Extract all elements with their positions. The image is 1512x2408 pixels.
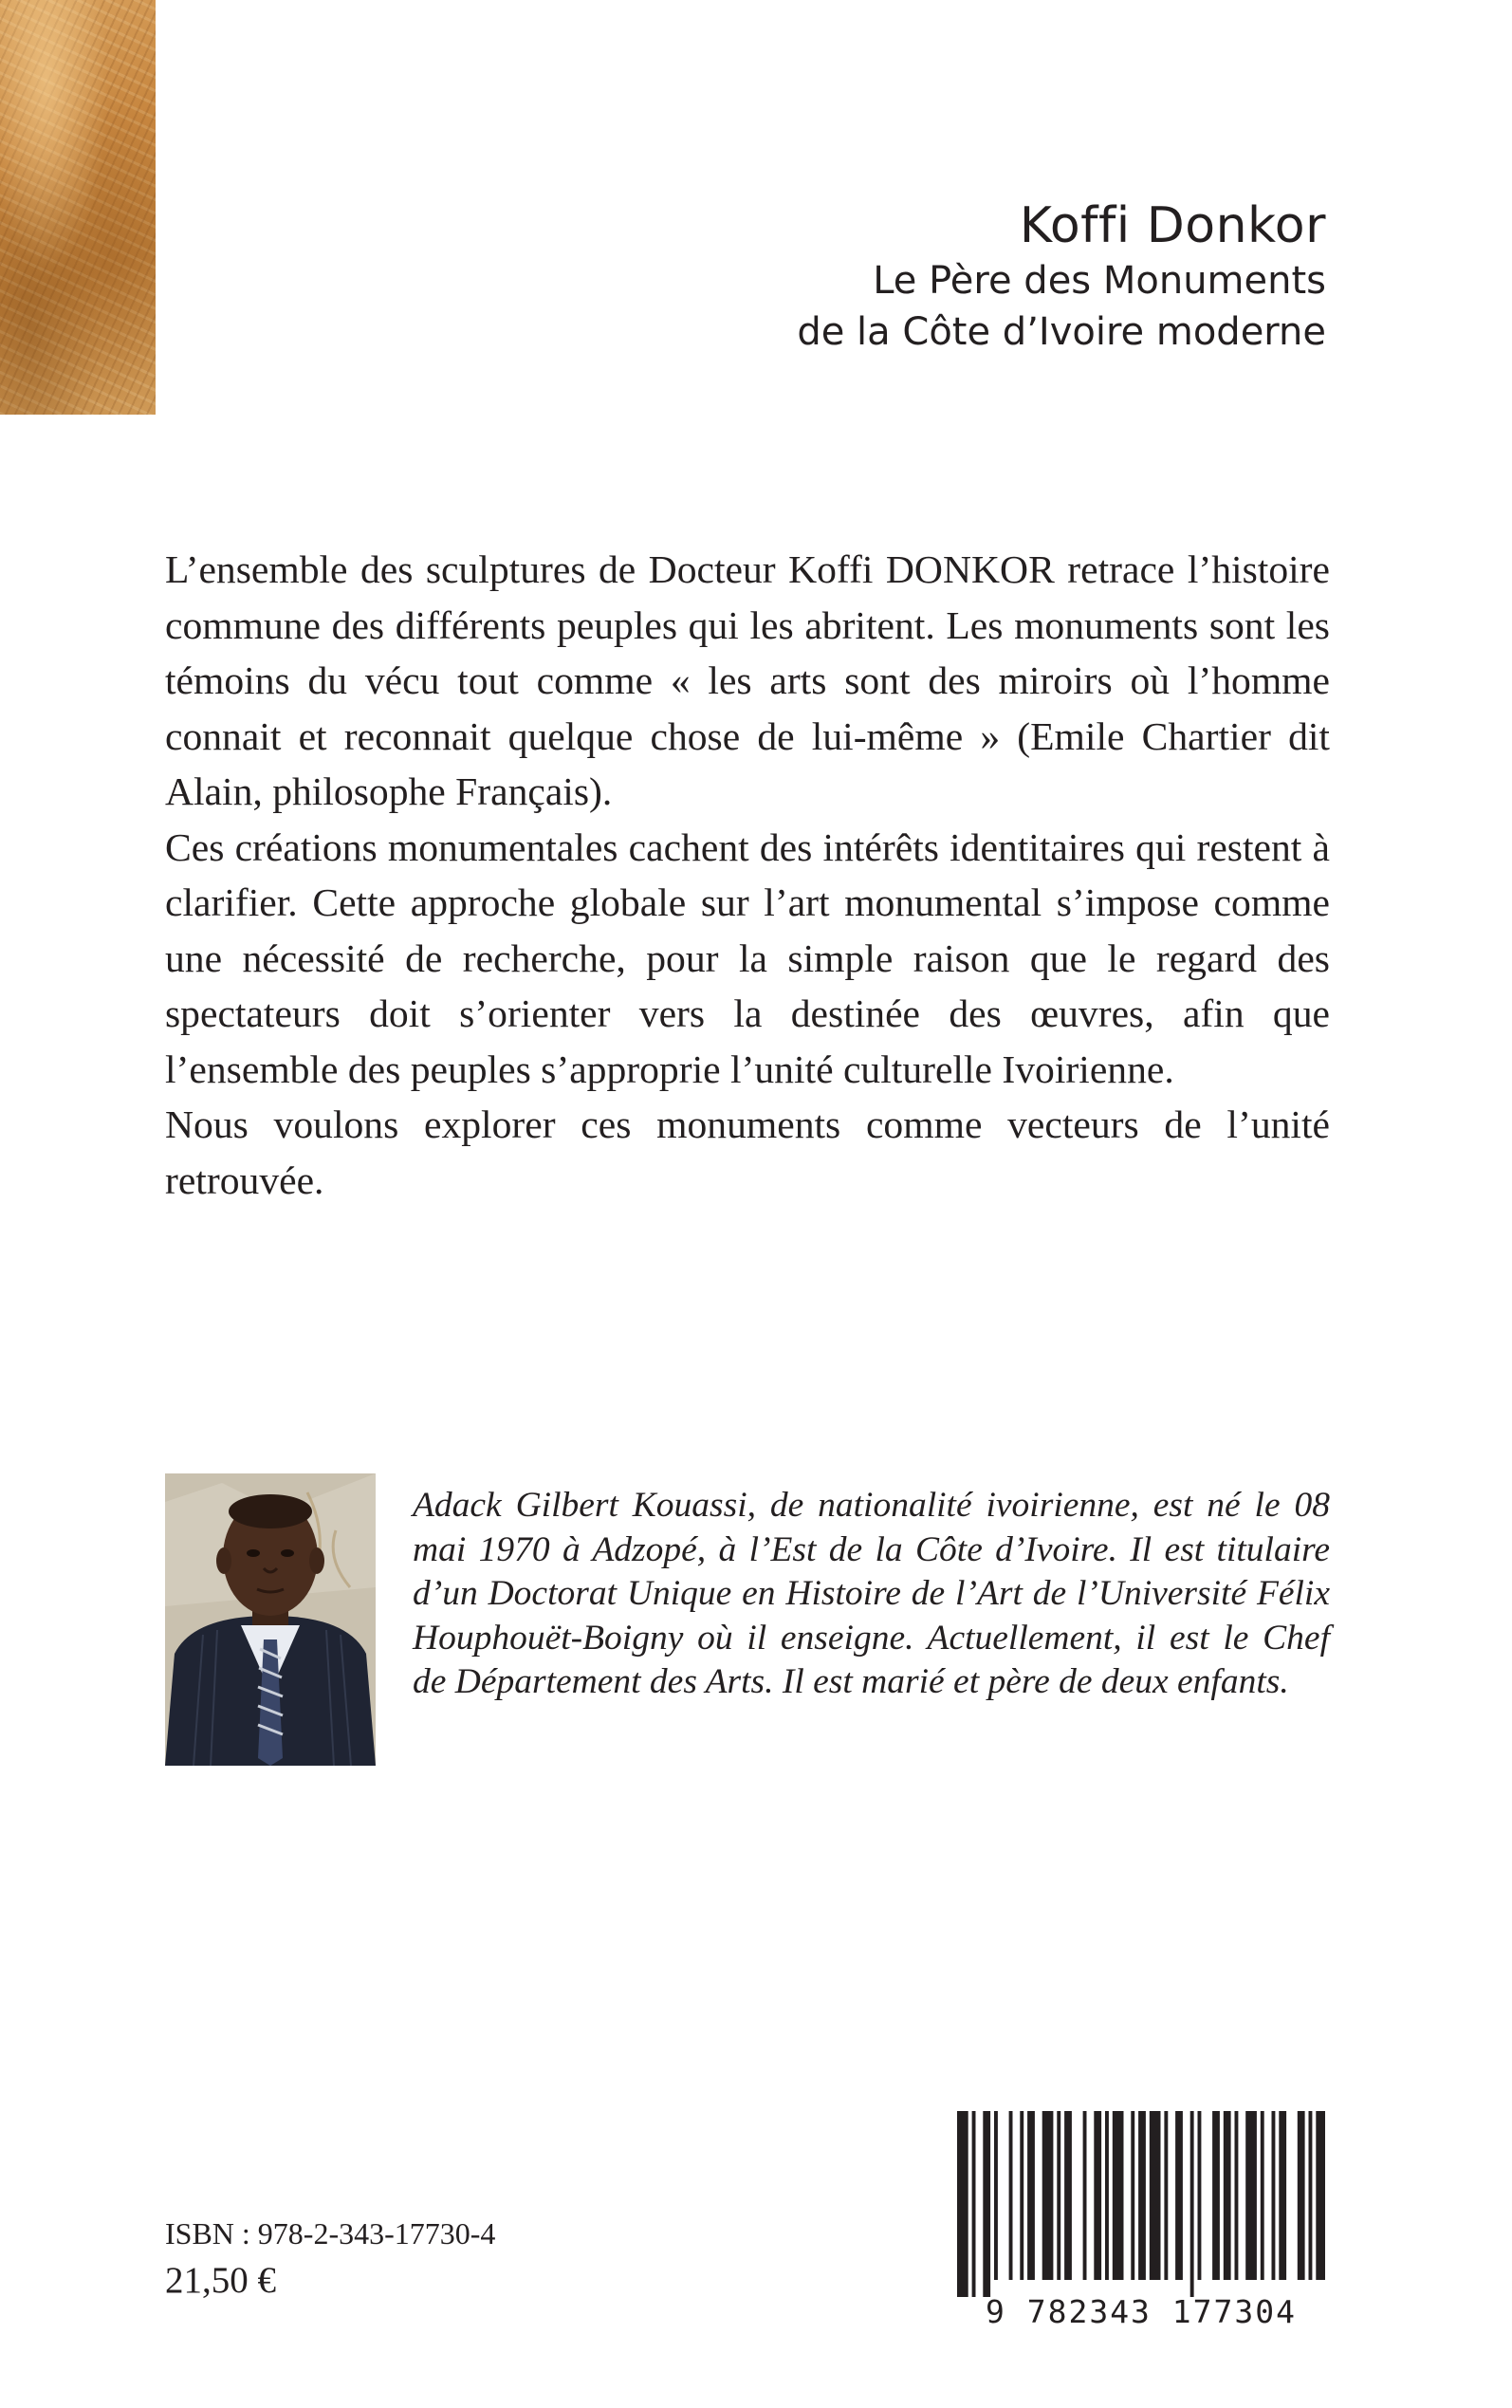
book-title: Koffi Donkor xyxy=(1019,197,1326,254)
summary-paragraph-1: L’ensemble des sculptures de Docteur Koffi DONKOR retrace l’histoire commune des différents peuples qui les abritent. Les monuments sont les témoins du vécu tout comme « les arts sont des miroirs où l’homme connait et reconnait quelque chose de lui-même » (Emile Chartier dit Alain, philosophe Français). xyxy=(165,547,1330,813)
barcode-digits: 9 782343 177304 xyxy=(985,2293,1297,2330)
summary-paragraph-2: Ces créations monumentales cachent des intérêts identitaires qui restent à clarifier. Cette approche globale sur l’art monumental s’impose comme une nécessité de recherche, pour la simple raison que le regard des spectateurs doit s’orienter vers la destinée des œuvres, afin que l’ensemble des peuples s’approprie l’unité culturelle Ivoirienne. xyxy=(165,824,1330,1091)
summary-paragraph-3: Nous voulons explorer ces monuments comme vecteurs de l’unité retrouvée. xyxy=(165,1102,1330,1202)
barcode-bar xyxy=(1279,2111,1286,2280)
book-summary xyxy=(165,542,1330,1208)
barcode-bar xyxy=(1316,2111,1325,2280)
barcode-bar xyxy=(1175,2111,1183,2280)
barcode-bar xyxy=(1131,2111,1134,2280)
barcode-bar xyxy=(1224,2111,1231,2280)
barcode-bars xyxy=(951,2111,1331,2297)
barcode-bar xyxy=(957,2111,968,2297)
barcode-bar xyxy=(1298,2111,1305,2280)
barcode-bar xyxy=(1113,2111,1124,2280)
author-bio-text: Adack Gilbert Kouassi, de nationalité ivoirienne, est né le 08 mai 1970 à Adzopé, à l’Est de la Côte d’Ivoire. Il est titulaire d’un Doctorat Unique en Histoire de l’Art de l’Université Félix Houphouët-Boigny où il enseigne. Actuellement, il est le Chef de Département des Arts. Il est marié et père de deux enfants. xyxy=(413,1486,1330,1701)
barcode-bar xyxy=(1150,2111,1161,2280)
barcode-bar xyxy=(1190,2111,1194,2297)
isbn: ISBN : 978-2-343-17730-4 xyxy=(165,2216,496,2251)
barcode-bar xyxy=(1020,2111,1023,2280)
barcode-bar xyxy=(983,2111,990,2297)
price: 21,50 € xyxy=(165,2260,276,2301)
barcode-bar xyxy=(1212,2111,1220,2280)
barcode-bar xyxy=(1094,2111,1101,2280)
barcode-bar xyxy=(1235,2111,1239,2280)
barcode-bar xyxy=(1261,2111,1264,2280)
barcode-bar xyxy=(1042,2111,1054,2280)
book-subtitle-line-1: Le Père des Monuments xyxy=(873,259,1326,303)
author-photo xyxy=(165,1473,376,1766)
barcode-bar xyxy=(1057,2111,1060,2280)
author-portrait-drawing xyxy=(165,1473,376,1766)
barcode xyxy=(951,2111,1331,2331)
barcode-bar xyxy=(1064,2111,1072,2280)
book-subtitle-line-2: de la Côte d’Ivoire moderne xyxy=(797,310,1326,354)
cover-texture-image xyxy=(0,0,156,415)
barcode-bar xyxy=(994,2111,998,2280)
barcode-bar xyxy=(972,2111,976,2297)
barcode-bar xyxy=(1083,2111,1087,2280)
barcode-bar xyxy=(1105,2111,1109,2280)
barcode-bar xyxy=(1309,2111,1313,2280)
barcode-bar xyxy=(1009,2111,1013,2280)
barcode-bar xyxy=(1164,2111,1168,2280)
barcode-bar xyxy=(1198,2111,1202,2280)
author-bio xyxy=(413,1484,1330,1705)
barcode-bar xyxy=(1272,2111,1276,2280)
title-block xyxy=(797,196,1326,358)
barcode-bar xyxy=(1245,2111,1257,2280)
barcode-bar xyxy=(1027,2111,1035,2280)
barcode-bar xyxy=(1138,2111,1146,2280)
